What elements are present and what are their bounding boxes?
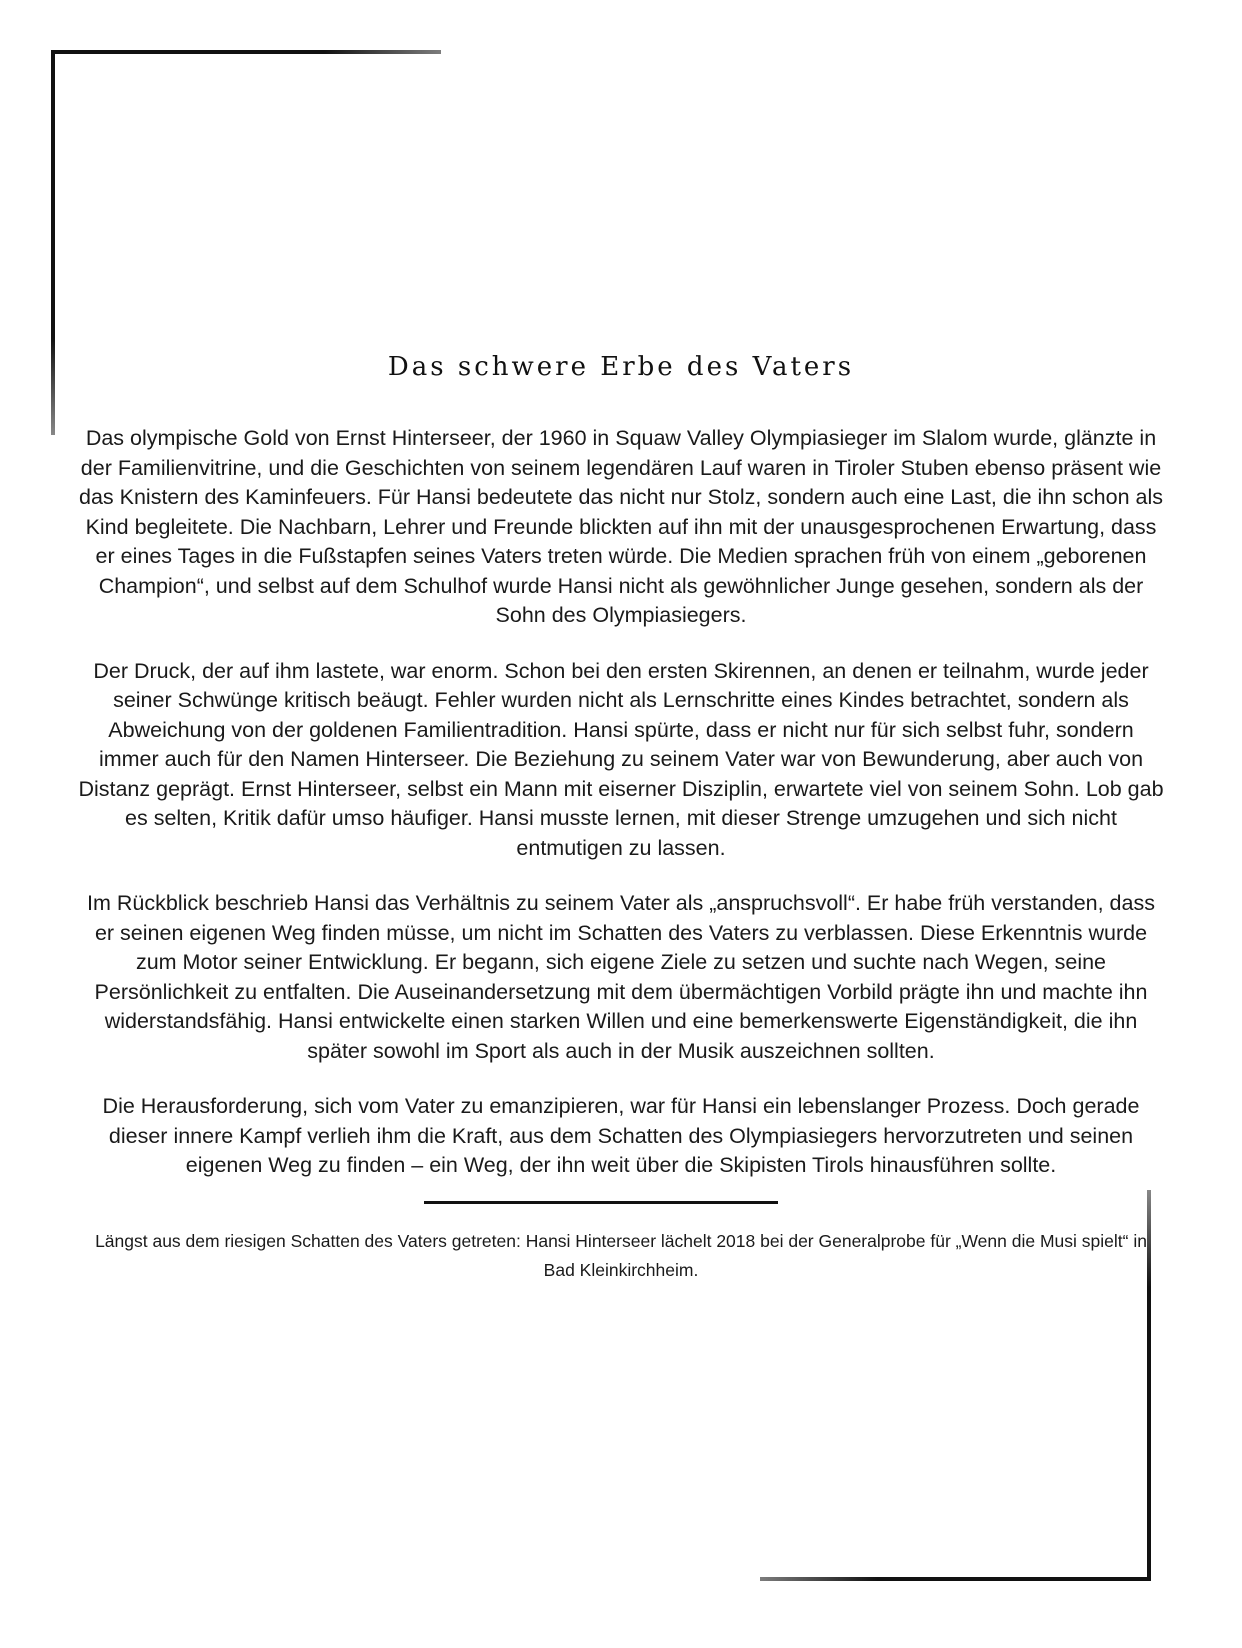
paragraph-3: Im Rückblick beschrieb Hansi das Verhältnis zu seinem Vater als „anspruchsvoll“. Er habe früh verstanden, dass er seinen eigenen Weg finden müsse, um nicht im Schatten des Vaters zu verblassen. Diese Erkenntnis wurde zum Motor seiner Entwicklung. Er begann, sich eigene Ziele zu setzen und suchte nach Wegen, seine Persönlichkeit zu entfalten. Die Auseinandersetzung mit dem übermächtigen Vorbild prägte ihn und machte ihn widerstandsfähig. Hansi entwickelte einen starken Willen und eine bemerkenswerte Eigenständigkeit, die ihn später sowohl im Sport als auch in der Musik auszeichnen sollten.: [87, 891, 1155, 1063]
page-title: Das schwere Erbe des Vaters: [387, 352, 855, 382]
caption-divider: [424, 1201, 778, 1204]
article-body: [78, 424, 1164, 1207]
paragraph-4: Die Herausforderung, sich vom Vater zu emanzipieren, war für Hansi ein lebenslanger Prozess. Doch gerade dieser innere Kampf verlieh ihm die Kraft, aus dem Schatten des Olympiasiegers hervorzutreten und seinen eigenen Weg zu finden – ein Weg, der ihn weit über die Skipisten Tirols hinausführen sollte.: [102, 1094, 1140, 1177]
photo-caption: Längst aus dem riesigen Schatten des Vaters getreten: Hansi Hinterseer lächelt 2018 bei der Generalprobe für „Wenn die Musi spielt“ in Bad Kleinkirchheim.: [95, 1231, 1147, 1280]
frame-corner-bottom-right-horizontal: [760, 1577, 1151, 1581]
paragraph-2: Der Druck, der auf ihm lastete, war enorm. Schon bei den ersten Skirennen, an denen er teilnahm, wurde jeder seiner Schwünge kritisch beäugt. Fehler wurden nicht als Lernschritte eines Kindes betrachtet, sondern als Abweichung von der goldenen Familientradition. Hansi spürte, dass er nicht nur für sich selbst fuhr, sondern immer auch für den Namen Hinterseer. Die Beziehung zu seinem Vater war von Bewunderung, aber auch von Distanz geprägt. Ernst Hinterseer, selbst ein Mann mit eiserner Disziplin, erwartete viel von seinem Sohn. Lob gab es selten, Kritik dafür umso häufiger. Hansi musste lernen, mit dieser Strenge umzugehen und sich nicht entmutigen zu lassen.: [78, 658, 1164, 860]
frame-corner-top-left-horizontal: [51, 50, 441, 54]
paragraph-1: Das olympische Gold von Ernst Hinterseer, der 1960 in Squaw Valley Olympiasieger im Slalom wurde, glänzte in der Familienvitrine, und die Geschichten von seinem legendären Lauf waren in Tiroler Stuben ebenso präsent wie das Knistern des Kaminfeuers. Für Hansi bedeutete das nicht nur Stolz, sondern auch eine Last, die ihn schon als Kind begleitete. Die Nachbarn, Lehrer und Freunde blickten auf ihn mit der unausgesprochenen Erwartung, dass er eines Tages in die Fußstapfen seines Vaters treten würde. Die Medien sprachen früh von einem „geborenen Champion“, und selbst auf dem Schulhof wurde Hansi nicht als gewöhnlicher Junge gesehen, sondern als der Sohn des Olympiasiegers.: [79, 426, 1163, 627]
